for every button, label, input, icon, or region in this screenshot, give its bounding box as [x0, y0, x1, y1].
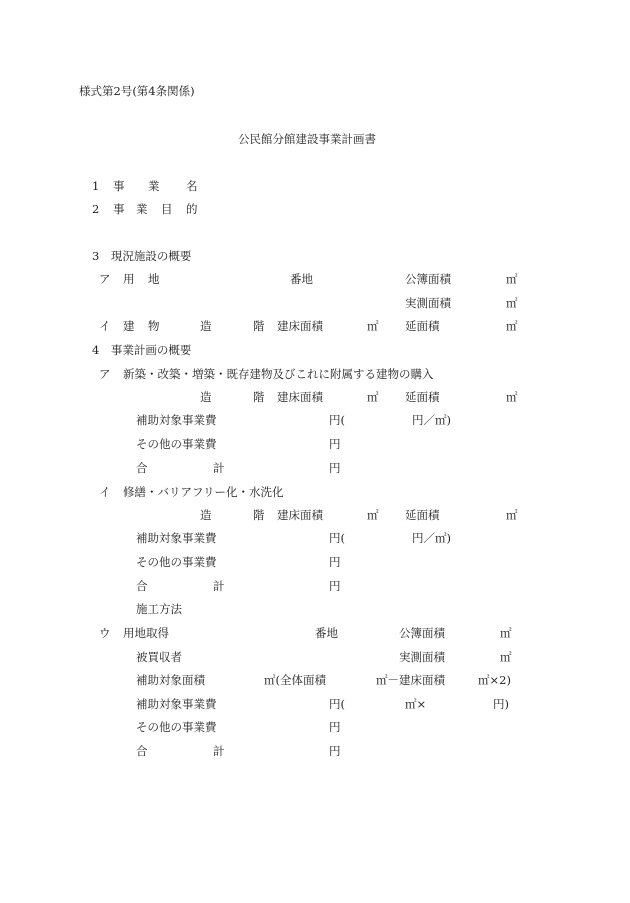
s4-u-hikaishu: 被買収者 — [136, 650, 182, 664]
s3-koubo: 公簿面積 — [405, 272, 451, 286]
s3-bldg-char-2: 物 — [148, 319, 160, 333]
s4-a-nobe-unit: ㎡ — [506, 390, 518, 404]
section-1-char-3: 名 — [186, 179, 198, 193]
section-2-char-4: 的 — [186, 202, 198, 216]
s4-u-hojo-menseki: 補助対象面積 — [136, 673, 205, 687]
s4-u-total-char-2: 計 — [213, 744, 225, 758]
s3-nobe: 延面積 — [405, 319, 440, 333]
s3-nobe-unit: ㎡ — [506, 319, 518, 333]
s4-u-banchi: 番地 — [315, 626, 338, 640]
s4-a-total-char-2: 計 — [213, 461, 225, 475]
s4-i-kai: 階 — [253, 508, 265, 522]
form-number: 様式第2号(第4条関係) — [79, 84, 195, 98]
s4-u-total-char-1: 合 — [136, 744, 148, 758]
s4-u-koubo-unit: ㎡ — [500, 626, 512, 640]
s3-banchi: 番地 — [290, 272, 313, 286]
section-1-number: 1 — [92, 179, 100, 193]
s4-i-zou: 造 — [200, 508, 212, 522]
s4-u-area-formula-3: ㎡×2) — [478, 673, 511, 687]
s4-i-total-char-2: 計 — [213, 579, 225, 593]
s4-a-hojo: 補助対象事業費 — [136, 413, 217, 427]
s4-a-kai: 階 — [253, 390, 265, 404]
s4-i-hojo-yen: 円( — [329, 531, 345, 545]
s4-u-title: 用地取得 — [123, 626, 169, 640]
s4-u-yen-close: 円) — [493, 697, 509, 711]
s4-a-yuka: 建床面積 — [277, 390, 323, 404]
s4-a-title: 新築・改築・増築・既存建物及びこれに附属する建物の購入 — [123, 367, 434, 381]
s4-a-total-yen: 円 — [329, 461, 341, 475]
s3-bldg-char-1: 建 — [123, 319, 135, 333]
s3-a-label: ア — [99, 272, 111, 286]
document-title: 公民館分館建設事業計画書 — [238, 132, 376, 146]
s4-i-yuka: 建床面積 — [277, 508, 323, 522]
section-2-char-2: 業 — [136, 202, 148, 216]
section-3-heading: 3 現況施設の概要 — [92, 249, 192, 263]
s3-land-char-1: 用 — [123, 272, 135, 286]
s4-u-sonota: その他の事業費 — [136, 720, 217, 734]
s3-yuka: 建床面積 — [277, 319, 323, 333]
s4-a-per-sqm: 円／㎡) — [412, 413, 451, 427]
s3-yuka-unit: ㎡ — [367, 319, 379, 333]
s4-i-yuka-unit: ㎡ — [367, 508, 379, 522]
s4-u-sonota-yen: 円 — [329, 720, 341, 734]
section-4-heading: 4 事業計画の概要 — [92, 343, 192, 357]
s4-i-per-sqm: 円／㎡) — [412, 531, 451, 545]
section-1-char-2: 業 — [148, 179, 160, 193]
s3-koubo-unit: ㎡ — [506, 272, 518, 286]
s4-u-total-yen: 円 — [329, 744, 341, 758]
s4-u-jissoku: 実測面積 — [399, 650, 445, 664]
s4-u-times: ㎡× — [405, 697, 427, 711]
s4-a-label: ア — [99, 367, 111, 381]
s4-i-sonota-yen: 円 — [329, 555, 341, 569]
s4-a-sonota-yen: 円 — [329, 437, 341, 451]
s3-land-char-2: 地 — [148, 272, 160, 286]
s4-u-hojo: 補助対象事業費 — [136, 697, 217, 711]
s4-i-sekou: 施工方法 — [136, 602, 182, 616]
s4-u-hojo-yen: 円( — [329, 697, 345, 711]
s4-a-hojo-yen: 円( — [329, 413, 345, 427]
s4-u-area-formula-2: ㎡－建床面積 — [376, 673, 445, 687]
s4-i-title: 修繕・バリアフリー化・水洗化 — [123, 485, 284, 499]
s4-a-nobe: 延面積 — [405, 390, 440, 404]
s4-u-koubo: 公簿面積 — [399, 626, 445, 640]
s4-a-zou: 造 — [200, 390, 212, 404]
s3-zou: 造 — [200, 319, 212, 333]
s4-i-nobe-unit: ㎡ — [506, 508, 518, 522]
s4-i-label: イ — [99, 485, 111, 499]
s3-jissoku: 実測面積 — [405, 296, 451, 310]
section-2-number: 2 — [92, 202, 100, 216]
s4-u-area-formula-1: ㎡(全体面積 — [264, 673, 326, 687]
s4-i-hojo: 補助対象事業費 — [136, 531, 217, 545]
s4-a-sonota: その他の事業費 — [136, 437, 217, 451]
s3-i-label: イ — [99, 319, 111, 333]
s4-a-yuka-unit: ㎡ — [367, 390, 379, 404]
section-1-char-1: 事 — [113, 179, 125, 193]
s4-a-total-char-1: 合 — [136, 461, 148, 475]
s4-i-total-char-1: 合 — [136, 579, 148, 593]
s3-jissoku-unit: ㎡ — [506, 296, 518, 310]
s4-u-label: ウ — [99, 626, 111, 640]
s4-u-jissoku-unit: ㎡ — [500, 650, 512, 664]
s3-kai: 階 — [253, 319, 265, 333]
s4-i-total-yen: 円 — [329, 579, 341, 593]
s4-i-nobe: 延面積 — [405, 508, 440, 522]
section-2-char-1: 事 — [113, 202, 125, 216]
s4-i-sonota: その他の事業費 — [136, 555, 217, 569]
section-2-char-3: 目 — [161, 202, 173, 216]
